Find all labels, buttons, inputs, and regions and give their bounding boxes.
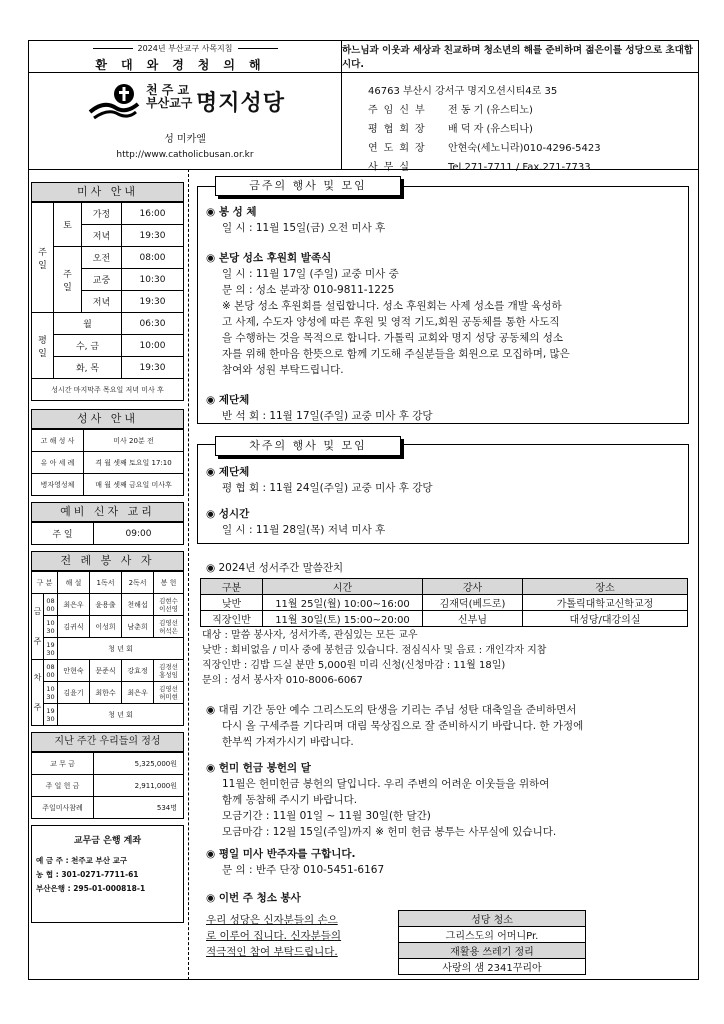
year-motto: 환대와경청의해 xyxy=(95,58,275,72)
bible-week-table: 구분 시간 강사 장소 낮반 11월 25일(월) 10:00~16:00 김재덕(베드로) 가톨릭대학교신학교정 직장인반 11월 30일(토) 15:00~20:00 신부님 대성당/대강의실 xyxy=(200,578,688,627)
cleaning-notice: ◉ 이번 주 청소 봉사 우리 성당은 신자분들의 손으 로 이루어 집니다. 신자분들의 적극적인 참여 부탁드립니다. xyxy=(206,892,342,958)
info-row: 평협회장 배 덕 자 (유스티나) xyxy=(368,124,533,135)
sunday-label: 주 일 xyxy=(32,203,54,313)
bank-line: 농 협 : 301-0271-7711-61 xyxy=(36,870,139,879)
diocese-logo-icon xyxy=(86,82,142,122)
info-row: 주임신부 전 동 기 (유스티노) xyxy=(368,105,533,116)
year-guideline: 2024년 부산교구 사목지침 xyxy=(28,43,342,54)
next-week-title: 차주의 행사 및 모임 xyxy=(215,436,401,456)
divider xyxy=(28,169,699,170)
bank-box xyxy=(31,825,184,923)
bank-title: 교무금 은행 계좌 xyxy=(73,836,142,846)
cleaning-table: 성당 청소 그리스도의 어머니Pr. 재활용 쓰레기 정리 사랑의 샘 2341꾸리아 xyxy=(398,910,586,975)
holy-hour-note: 성시간 마지막주 목요일 저녁 미사 후 xyxy=(32,379,184,401)
sacrament-title: 성사 안내 xyxy=(31,409,184,429)
bible-week-title: ◉ 2024년 성서주간 말씀잔치 xyxy=(206,562,344,574)
catechumen-table: 주 일 09:00 xyxy=(31,522,184,545)
parish-name: 명지성당 xyxy=(196,91,286,116)
catechumen-title: 예비 신자 교리 xyxy=(31,502,184,522)
patron-saint: 성 미카엘 xyxy=(164,134,206,145)
bible-week-details: 대상 : 말씀 봉사자, 성서가족, 관심있는 모든 교우 낮반 : 회비없음 / 미사 중에 봉헌금 있습니다. 점심식사 및 음료 : 개인각자 지참 직장인반 : 김밥 드실 분만 5,000원 미리 신청(신청마감 : 11월 18일) 문의 : 성서 봉사자 010-8006-6067 xyxy=(202,630,547,686)
info-row: 사무실 Tel.271-7711 / Fax.271-7733 xyxy=(368,162,591,173)
parish-info xyxy=(368,82,601,177)
diocese-name: 천 주 교 부산교구 xyxy=(146,83,193,110)
diocese-url[interactable]: http://www.catholicbusan.or.kr xyxy=(116,150,254,160)
this-week-title: 금주의 행사 및 모임 xyxy=(215,176,401,196)
weekday-label: 평 일 xyxy=(32,313,54,379)
bank-line: 예 금 주 : 천주교 부산 교구 xyxy=(36,856,128,865)
left-column xyxy=(31,182,184,923)
header-slogan: 하느님과 이웃과 세상과 친교하며 청소년의 해를 준비하며 젊은이를 성당으로 초대합시다. xyxy=(342,45,693,70)
sacrament-table: 고 해 성 사 미사 20분 전 유 아 세 례 격 월 셋째 토요일 17:10 병자영성체 매 월 셋째 금요일 미사후 xyxy=(31,429,184,496)
mass-table: 주 일 토 가정 16:00 저녁 19:30 주 일 오전 08:00 교중 10:30 저녁 19:30 평 일 월 06:30 수, 금 10:00 화, 목 19:30 성시간 마지막주 목요일 저녁 미사 후 xyxy=(31,202,184,401)
header-left xyxy=(28,40,342,72)
parish-logo-area xyxy=(28,72,342,169)
mass-title: 미사 안내 xyxy=(31,182,184,202)
accompanist-notice: ◉ 평일 미사 반주자를 구합니다. 문 의 : 반주 단장 010-5451-6167 xyxy=(206,848,385,876)
column-divider xyxy=(188,169,189,980)
address: 46763 부산시 강서구 명지오션시티4로 35 xyxy=(368,86,558,97)
servers-title: 전 례 봉 사 자 xyxy=(31,551,184,571)
servers-table: 구 분 해 설 1독서 2독서 봉 헌 금 주 08 00 최은우 윤용출 천해섭 김현수 이선영 10 30 김귀식 이성희 남춘희 김영선 허석은 19 30 청 년 회 차 주 08 00 안현숙 문준식 강효정 김경선 홍성임 10 30 김윤기 최한수 최은우 김영선 허미현 19 30 청 년 회 xyxy=(31,571,184,726)
bank-line: 부산은행 : 295-01-000818-1 xyxy=(36,884,146,893)
this-week-events: ◉ 봉 성 체 일 시 : 11월 15일(금) 오전 미사 후 ◉ 본당 성소 후원회 발족식 일 시 : 11월 17일 (주일) 교중 미사 중 문 의 : 성소 분과장 010-9811-1225 ※ 본당 성소 후원회를 설립합니다. 성소 후원회는 사제 성소를 개발 육성하 고 사제, 수도자 양성에 따른 후원 및 영적 기도,회원 공동체를 통한 사도직 을 수행하는 것을 목적으로 합니다. 가톨릭 교회와 명지 성당 공동체의 성소 자를 위해 한마음 한뜻으로 함께 기도해 주실분들을 회원으로 모집하며, 많은 참여와 성원 부탁드립니다. ◉ 제단체 반 석 회 : 11월 17일(주일) 교중 미사 후 강당 xyxy=(206,206,570,422)
finance-table: 교 무 금 5,325,000원 주 일 헌 금 2,911,000원 주일미사참례 534명 xyxy=(31,752,184,819)
offering-notice: ◉ 헌미 헌금 봉헌의 달 11월은 헌미헌금 봉헌의 달입니다. 우리 주변의 어려운 이웃들을 위하여 함께 동참해 주시기 바랍니다. 모금기간 : 11월 01일 ~ 11월 30일(한 달간) 모금마감 : 12월 15일(주일)까지 ※ 헌미 헌금 봉투는 사무실에 있습니다. xyxy=(206,762,557,838)
finance-title: 지난 주간 우리들의 정성 xyxy=(31,732,184,752)
next-week-events: ◉ 제단체 평 협 회 : 11월 24일(주일) 교중 미사 후 강당 ◉ 성시간 일 시 : 11월 28일(목) 저녁 미사 후 xyxy=(206,466,433,536)
advent-notice: ◉ 대림 기간 동안 예수 그리스도의 탄생을 기리는 주님 성탄 대축일을 준비하면서 다시 올 구세주를 기다리며 대림 묵상집으로 잘 준비하시기 바랍니다. 한 가정에 한부씩 가져가시기 바랍니다. xyxy=(206,704,584,748)
info-row: 연도회장 안현숙(세노니라)010-4296-5423 xyxy=(368,143,601,154)
